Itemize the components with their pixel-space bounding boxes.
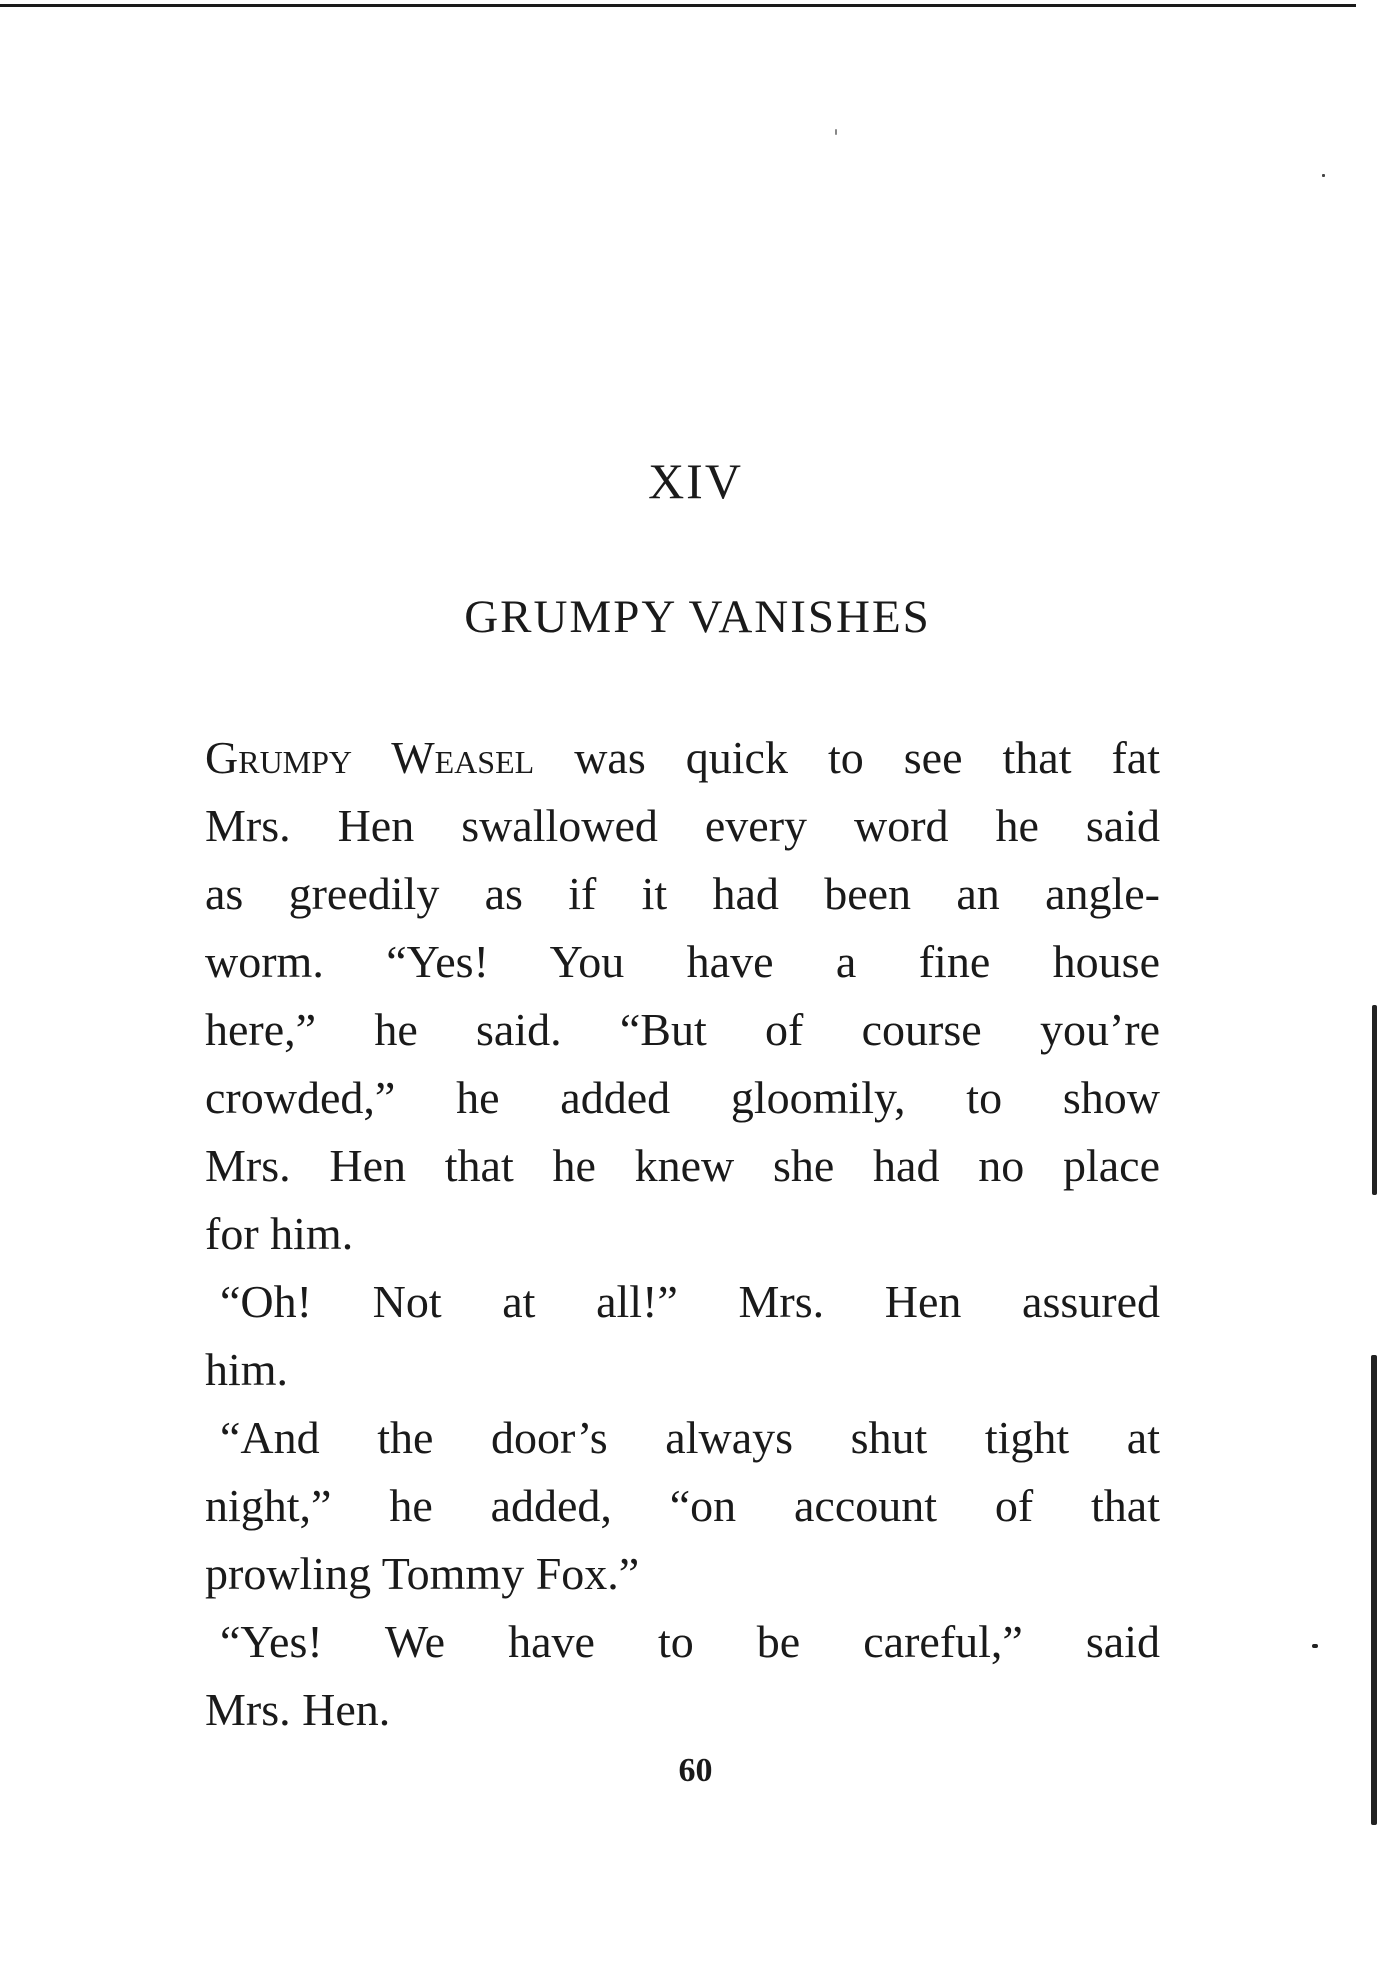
text-line: Mrs. Hen.	[205, 1684, 391, 1735]
text-line: Mrs. Hen that he knew she had no place	[205, 1140, 1160, 1191]
chapter-title: GRUMPY VANISHES	[464, 591, 931, 643]
character-name-smallcaps: Grumpy Weasel	[205, 732, 535, 783]
scan-speck	[1312, 1644, 1318, 1648]
text-line: for him.	[205, 1208, 354, 1259]
text-line: him.	[205, 1344, 289, 1395]
scan-speck	[835, 129, 837, 135]
scan-speck	[1322, 174, 1325, 177]
text-line: as greedily as if it had been an angle-	[205, 868, 1160, 919]
text-line: prowling Tommy Fox.”	[205, 1548, 640, 1599]
text-line	[205, 724, 1160, 792]
text-line: worm. “Yes! You have a fine house	[205, 936, 1160, 987]
text-line: crowded,” he added gloomily, to show	[205, 1072, 1160, 1123]
text-line: “And the door’s always shut tight at	[220, 1412, 1160, 1463]
chapter-number: XIV	[648, 453, 743, 509]
top-rule	[0, 4, 1356, 7]
text-line: night,” he added, “on account of that	[205, 1480, 1160, 1531]
text-line: “Oh! Not at all!” Mrs. Hen assured	[220, 1276, 1160, 1327]
page-edge-shadow	[1372, 1005, 1377, 1195]
text-line: here,” he said. “But of course you’re	[205, 1004, 1160, 1055]
body-text	[205, 724, 1160, 1744]
text-line: Mrs. Hen swallowed every word he said	[205, 800, 1160, 851]
text-line: “Yes! We have to be careful,” said	[220, 1616, 1160, 1667]
page-number: 60	[678, 1752, 713, 1789]
line-remainder: was quick to see that fat	[534, 732, 1160, 783]
